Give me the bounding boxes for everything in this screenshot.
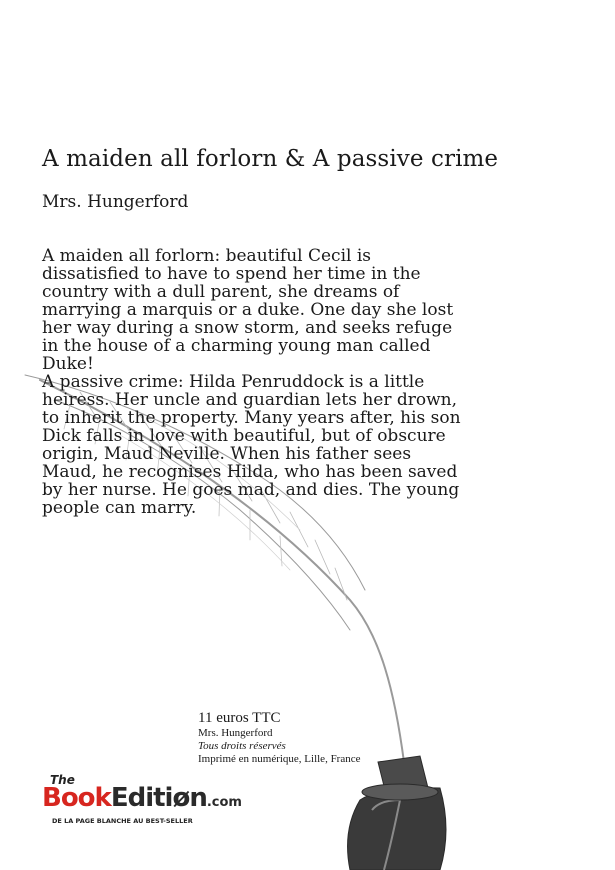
print-location: Imprimé en numérique, Lille, France xyxy=(198,753,361,765)
logo-the: The xyxy=(50,773,75,787)
inkwell xyxy=(348,756,446,870)
logo-tagline: DE LA PAGE BLANCHE AU BEST-SELLER xyxy=(52,817,193,825)
logo-book: Book xyxy=(42,783,111,813)
logo-dotcom: .com xyxy=(206,795,242,810)
blurb-paragraph-2: A passive crime: Hilda Penruddock is a little heiress. Her uncle and guardian lets her drown, to inherit the property. Many years after, his son Dick falls in love with beautiful, but of obscure origin, Maud Neville. When his father sees Maud, he recognises Hilda, who has been saved by her nurse. He goes mad, and dies. The young people can marry. xyxy=(42,372,461,518)
price: 11 euros TTC xyxy=(198,710,281,726)
logo-edition: Editiøn xyxy=(110,783,207,813)
imprint-block xyxy=(198,710,361,766)
book-title: A maiden all forlorn & A passive crime xyxy=(42,146,499,172)
blurb-paragraph-1: A maiden all forlorn: beautiful Cecil is dissatisfied to have to spend her time in the country with a dull parent, she dreams of marrying a marquis or a duke. One day she lost her way during a snow storm, and seeks refuge in the house of a charming young man called Duke! xyxy=(42,246,454,374)
logo-wordmark xyxy=(42,783,242,813)
imprint-author: Mrs. Hungerford xyxy=(198,727,273,739)
back-cover-blurb xyxy=(42,247,462,517)
book-author: Mrs. Hungerford xyxy=(42,192,189,212)
rights-notice: Tous droits réservés xyxy=(198,740,286,752)
